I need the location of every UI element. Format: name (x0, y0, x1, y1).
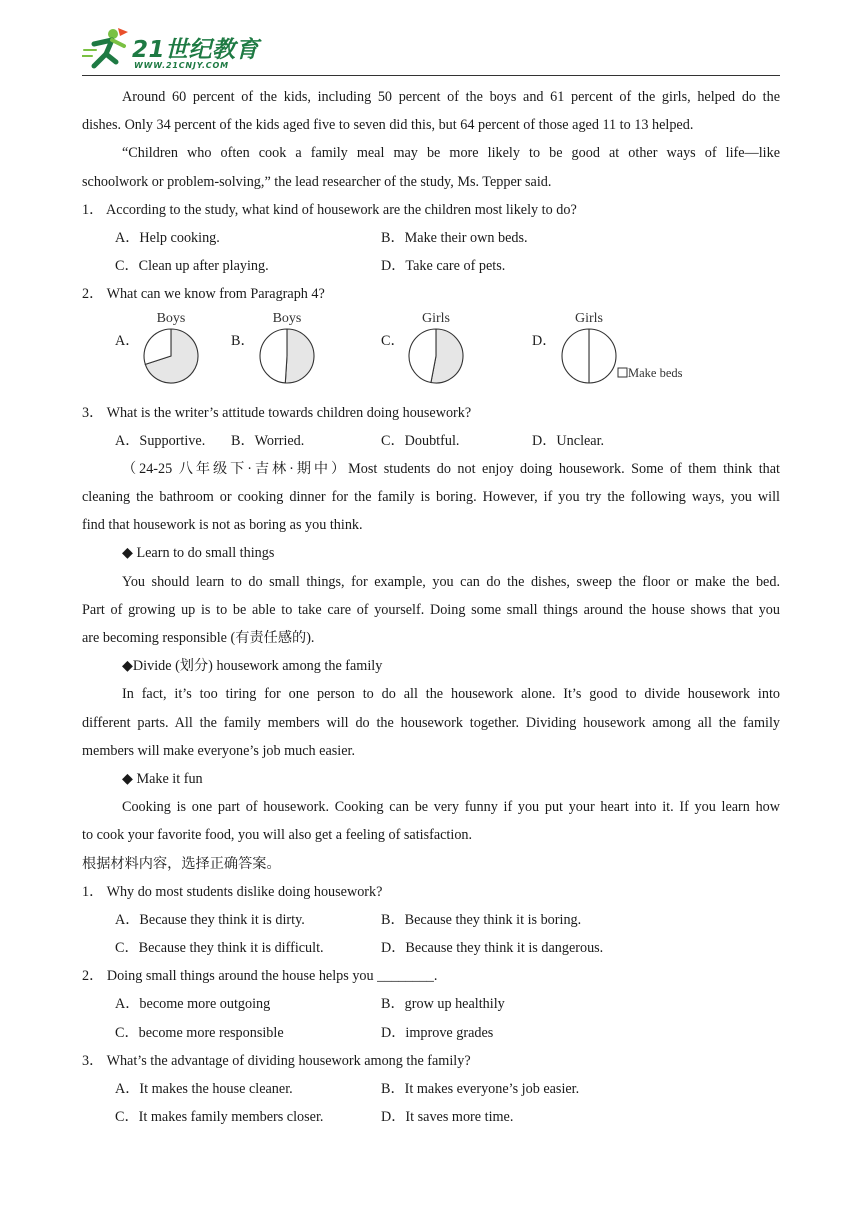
question-stem: 1． Why do most students dislike doing housework? (82, 883, 383, 900)
option-b[interactable]: B．It makes everyone’s job easier. (381, 1081, 580, 1097)
option-b[interactable]: B．grow up healthily (381, 996, 505, 1013)
pie-slice (260, 329, 287, 383)
logo-text: 21世纪教育 (132, 37, 260, 63)
option-b[interactable]: B．Because they think it is boring. (381, 911, 582, 928)
option-d[interactable]: D．improve grades (381, 1024, 494, 1041)
options-row (82, 1103, 780, 1131)
pie-title: Boys (156, 310, 186, 326)
section-heading: ◆Divide (划分) housework among the family (122, 658, 383, 675)
option-d[interactable]: D．Unclear. (532, 432, 605, 449)
document-body (82, 83, 780, 1131)
options-row (82, 427, 780, 455)
question-stem: 3． What’s the advantage of dividing housework among the family? (82, 1052, 471, 1069)
pie-chart-b (258, 309, 324, 389)
runner-logo-icon (82, 26, 132, 72)
option-a[interactable]: A．Supportive. (115, 432, 206, 449)
options-row (82, 1075, 780, 1103)
option-b[interactable]: B． (231, 332, 255, 349)
instruction-text: 根据材料内容，选择正确答案。 (82, 855, 281, 872)
question-stem: 1． According to the study, what kind of housework are the children most likely to do? (82, 201, 577, 218)
option-a[interactable]: A．Help cooking. (115, 229, 220, 246)
question-stem: 3． What is the writer’s attitude towards children doing housework? (82, 404, 472, 421)
option-a[interactable]: A．Because they think it is dirty. (115, 911, 305, 928)
paragraph-line: different parts. All the family members will do the housework together. Dividing housework among all the family (82, 714, 780, 731)
option-c[interactable]: C． (381, 332, 405, 349)
option-a[interactable]: A．become more outgoing (115, 996, 271, 1013)
paragraph-line: members will make everyone’s job much easier. (82, 742, 356, 759)
paragraph-line: are becoming responsible (有责任感的). (82, 630, 315, 646)
legend-swatch (618, 368, 627, 377)
pie-slice (285, 329, 314, 383)
option-c[interactable]: C．Doubtful. (381, 432, 460, 449)
option-d[interactable]: D．Because they think it is dangerous. (381, 940, 604, 957)
pie-title: Boys (272, 310, 302, 326)
page-header (82, 26, 780, 78)
paragraph-line: （24-25 八年级下·吉林·期中）Most students do not enjoy doing housework. Some of them think that (122, 460, 780, 477)
option-a[interactable]: A． (115, 332, 140, 349)
paragraph-line: find that housework is not as boring as you think. (82, 517, 363, 534)
options-row (82, 1019, 780, 1047)
option-d[interactable]: D．Take care of pets. (381, 258, 506, 275)
options-row (82, 252, 780, 280)
option-c[interactable]: C．become more responsible (115, 1024, 284, 1041)
options-row (82, 224, 780, 252)
paragraph-line: Part of growing up is to be able to take care of yourself. Doing some small things around the house shows that you (82, 601, 780, 618)
pie-chart-d (560, 309, 700, 389)
question-stem: 2． What can we know from Paragraph 4? (82, 286, 325, 303)
header-divider (82, 75, 780, 76)
pie-chart-c (407, 309, 473, 389)
legend-label: Make beds (628, 365, 683, 380)
option-b[interactable]: B．Worried. (231, 432, 305, 449)
option-d[interactable]: D． (532, 332, 557, 349)
paragraph-line: schoolwork or problem-solving,” the lead researcher of the study, Ms. Tepper said. (82, 173, 552, 190)
paragraph-line: cleaning the bathroom or cooking dinner for the family is boring. However, if you try the following ways, you will (82, 489, 780, 506)
paragraph-line: You should learn to do small things, for example, you can do the dishes, sweep the floor or make the bed. (122, 573, 780, 590)
option-c[interactable]: C．It makes family members closer. (115, 1109, 324, 1126)
option-c[interactable]: C．Clean up after playing. (115, 258, 269, 275)
pie-chart-options (82, 309, 780, 399)
pie-slice (562, 329, 589, 383)
options-row (82, 990, 780, 1018)
logo-url: WWW.21CNJY.COM (134, 61, 229, 70)
pie-title: Girls (422, 310, 450, 326)
question-stem: 2． Doing small things around the house helps you ________. (82, 968, 438, 985)
section-heading: ◆ Make it fun (122, 770, 203, 787)
option-b[interactable]: B．Make their own beds. (381, 229, 528, 246)
option-c[interactable]: C．Because they think it is difficult. (115, 940, 324, 957)
option-d[interactable]: D．It saves more time. (381, 1109, 514, 1126)
pie-slice (409, 329, 436, 383)
paragraph-line: dishes. Only 34 percent of the kids aged five to seven did this, but 64 percent of those aged 11 to 13 helped. (82, 117, 694, 134)
options-row (82, 934, 780, 962)
pie-slice (589, 329, 616, 383)
paragraph-line: In fact, it’s too tiring for one person to do all the housework alone. It’s good to divide housework into (122, 686, 780, 703)
paragraph-line: Around 60 percent of the kids, including 50 percent of the boys and 61 percent of the girls, helped do the (122, 89, 780, 105)
paragraph-line: Cooking is one part of housework. Cooking can be very funny if you put your heart into it. If you learn how (122, 799, 780, 816)
paragraph-line: “Children who often cook a family meal may be more likely to be good at other ways of life—like (122, 145, 780, 162)
paragraph-line: to cook your favorite food, you will also get a feeling of satisfaction. (82, 827, 473, 844)
section-heading: ◆ Learn to do small things (122, 545, 275, 562)
option-a[interactable]: A．It makes the house cleaner. (115, 1081, 293, 1097)
pie-title: Girls (575, 310, 603, 326)
options-row (82, 906, 780, 934)
pie-chart-a (142, 309, 208, 389)
